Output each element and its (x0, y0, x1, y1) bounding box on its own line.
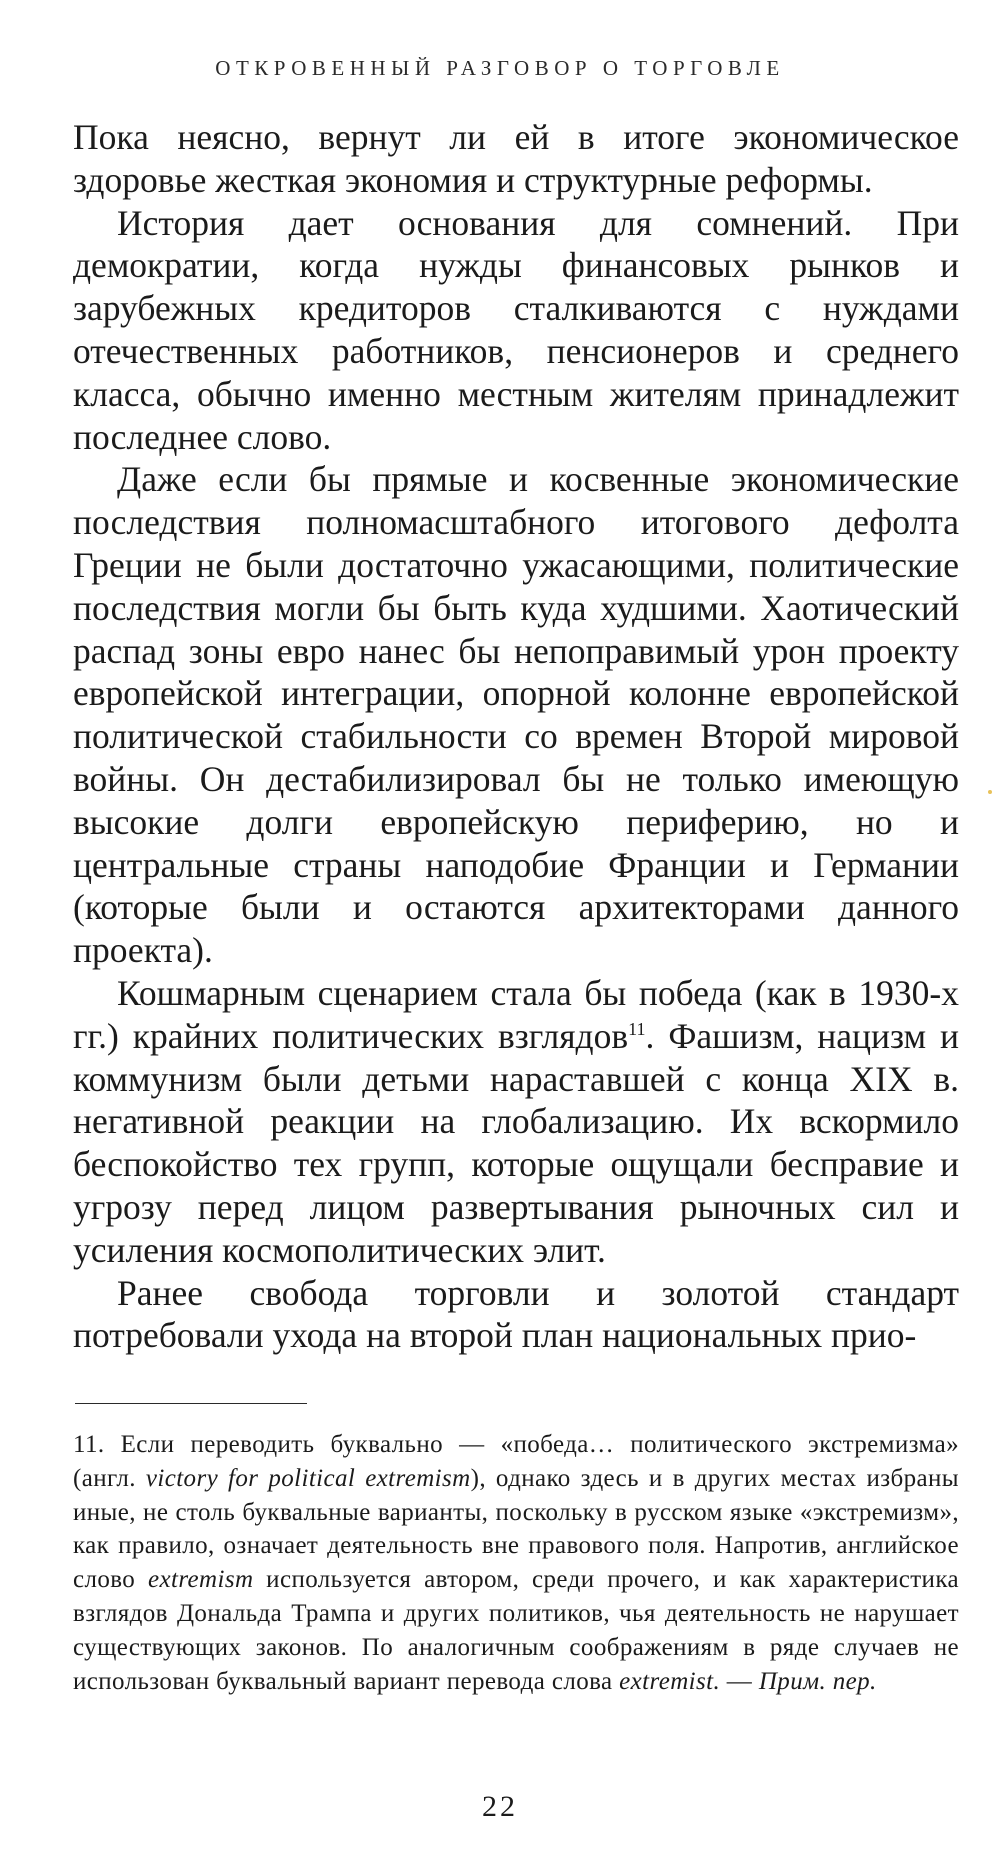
footnote-translator-note: Прим. пер. (758, 1667, 877, 1695)
paragraph: Даже если бы прямые и косвенные экономические последствия полномасштабного итогового дефолта Греции не были достаточно ужасающими, политические последствия могли бы быть куда худшими. Хаотический распад зоны евро нанес бы непоправимый урон проекту европейской интеграции, опорной колонне европейской политической стабильности со времен Второй мировой войны. Он дестабилизировал бы не только имеющую высокие долги европейскую периферию, но и центральные страны наподобие Франции и Германии (которые были и остаются архитекторами данного проекта). (73, 459, 959, 971)
page-number: 22 (482, 1790, 518, 1823)
paragraph-text: . Фашизм, нацизм и коммунизм были детьми нараставшей с конца XIX в. негативной реакции на глобализацию. Их вскормило беспокойство тех групп, которые ощущали бесправие и угрозу перед лицом развертывания рыночных сил и усиления космополитических элит. (73, 1015, 959, 1270)
footnote-italic: extremist. (619, 1667, 721, 1695)
footnote-segment: используется автором, среди прочего, и как характеристика взглядов Дональда Трампа и других политиков, чья деятельность не нарушает существующих законов. По аналогичным соображениям в ряде случаев не использован буквальный вариант перевода слова (73, 1566, 959, 1695)
paper-speck (988, 790, 992, 794)
footnote-segment: ), однако здесь и в других местах избраны иные, не столь буквальные варианты, поскольку в русском языке «экстремизм», как правило, означает деятельность вне правового поля. Напротив, английское слово (73, 1464, 959, 1594)
paragraph (73, 972, 959, 1272)
paragraph-text: Кошмарным сценарием стала бы победа (как в 1930-х гг.) крайних политических взглядов (73, 972, 959, 1056)
footnote-divider (75, 1403, 307, 1404)
footnote-number: 11. (73, 1431, 105, 1458)
paragraph: Ранее свобода торговли и золотой стандарт потребовали ухода на второй план национальных прио- (73, 1272, 959, 1356)
paragraph: История дает основания для сомнений. При демократии, когда нужды финансовых рынков и зарубежных кредиторов сталкиваются с нуждами отечественных работников, пенсионеров и среднего класса, обычно именно местным жителям принадлежит последнее слово. (73, 202, 959, 457)
footnote-italic: victory for political extremism (145, 1464, 471, 1492)
footnote-reference[interactable]: 11 (628, 1018, 646, 1039)
footnote-segment: — (720, 1667, 759, 1695)
footnote-text (73, 1428, 959, 1698)
footnote (73, 1428, 959, 1698)
paragraph: Пока неясно, вернут ли ей в итоге экономическое здоровье жесткая экономия и структурные реформы. (73, 117, 959, 200)
running-head: ОТКРОВЕННЫЙ РАЗГОВОР О ТОРГОВЛЕ (215, 56, 785, 80)
footnote-italic: extremism (147, 1566, 254, 1594)
footnote-segment: Если переводить буквально — «победа… политического экстремизма» (англ. (73, 1431, 960, 1492)
main-text (73, 116, 959, 1357)
